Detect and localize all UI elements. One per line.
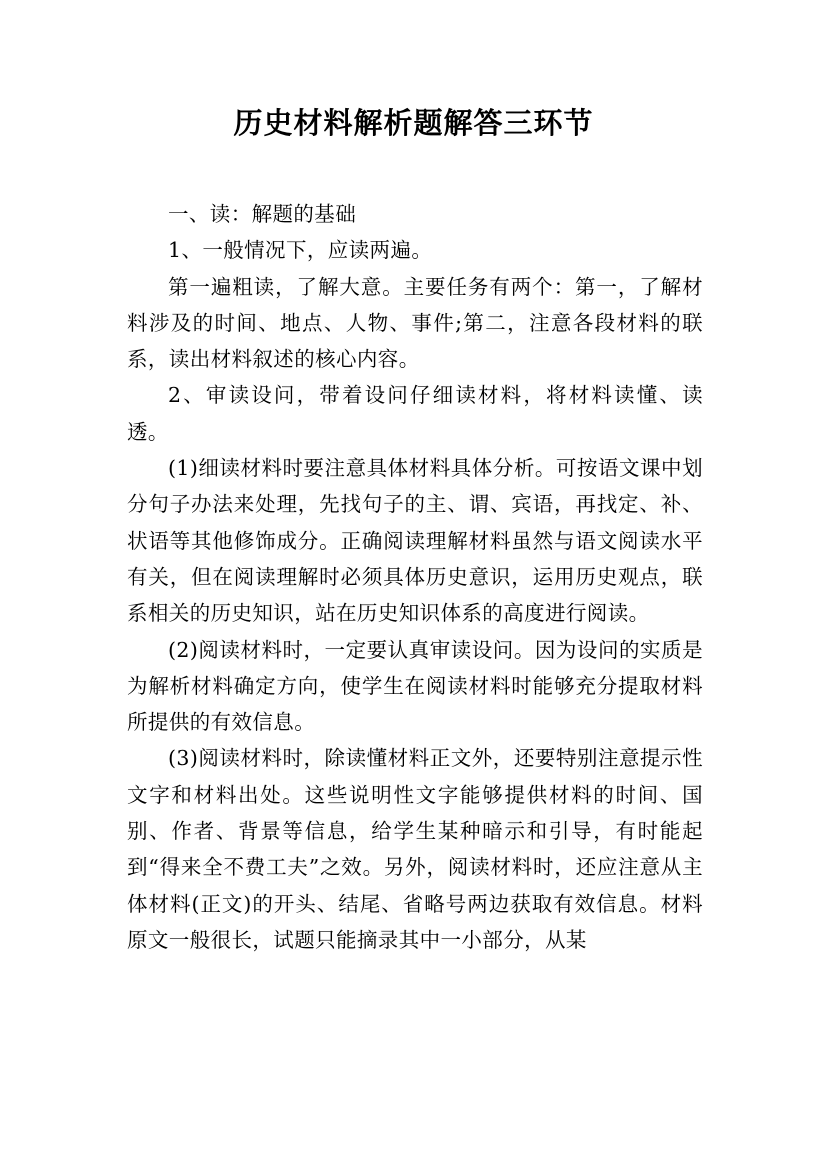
document-body bbox=[127, 196, 703, 958]
paragraph: 2、审读设问，带着设问仔细读材料，将材料读懂、读透。 bbox=[127, 383, 703, 444]
paragraph: 1、一般情况下，应读两遍。 bbox=[168, 238, 433, 263]
section-heading-read: 一、读：解题的基础 bbox=[168, 202, 357, 226]
paragraph: (2)阅读材料时，一定要认真审读设问。因为设问的实质是为解析材料确定方向，使学生在阅读材料时能够充分提取材料所提供的有效信息。 bbox=[127, 637, 703, 735]
paragraph: (1)细读材料时要注意具体材料具体分析。可按语文课中划分句子办法来处理，先找句子的主、谓、宾语，再找定、补、状语等其他修饰成分。正确阅读理解材料虽然与语文阅读水平有关，但在阅读理解时必须具体历史意识，运用历史观点，联系相关的历史知识，站在历史知识体系的高度进行阅读。 bbox=[127, 456, 703, 626]
paragraph: (3)阅读材料时，除读懂材料正文外，还要特别注意提示性文字和材料出处。这些说明性文字能够提供材料的时间、国别、作者、背景等信息，给学生某种暗示和引导，有时能起到“得来全不费工夫”之效。另外，阅读材料时，还应注意从主体材料(正文)的开头、结尾、省略号两边获取有效信息。材料原文一般很长，试题只能摘录其中一小部分，从某 bbox=[127, 746, 703, 952]
document-title: 历史材料解析题解答三环节 bbox=[233, 106, 594, 140]
paragraph: 第一遍粗读，了解大意。主要任务有两个：第一，了解材料涉及的时间、地点、人物、事件;第二，注意各段材料的联系，读出材料叙述的核心内容。 bbox=[127, 274, 703, 372]
